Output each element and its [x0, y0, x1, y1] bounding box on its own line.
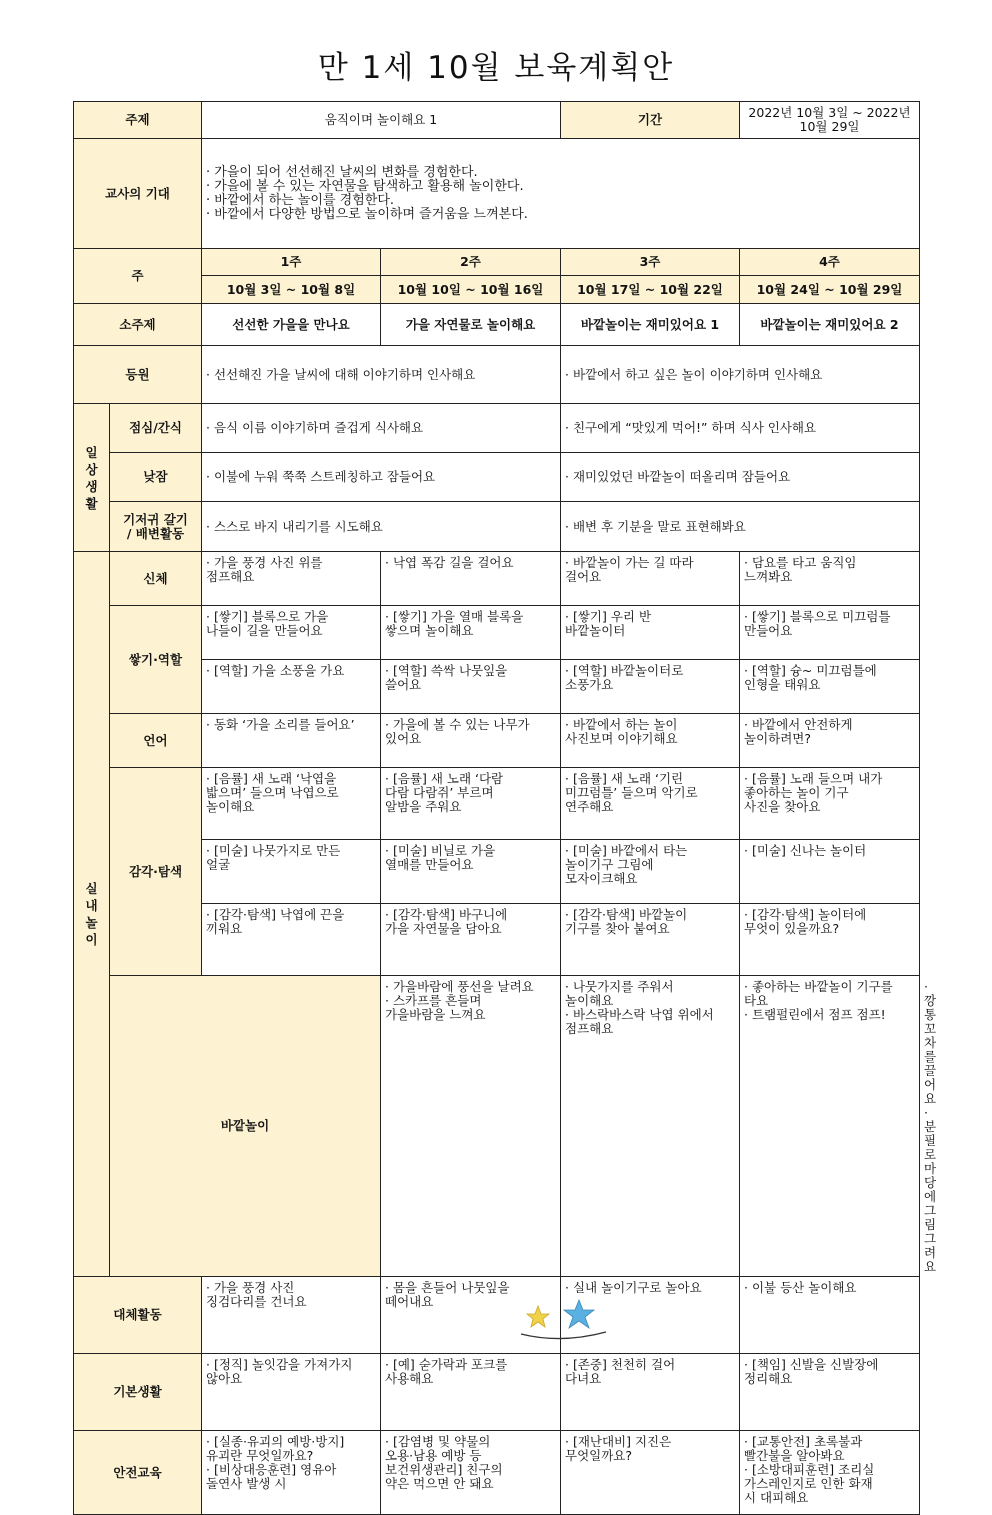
diaper-label: 기저귀 갈기 / 배변활동	[110, 502, 202, 552]
explore-cell: · [감각·탐색] 놀이터에 무엇이 있을까요?	[740, 904, 920, 976]
language-cell: · 바깥에서 하는 놀이 사진보며 이야기해요	[561, 714, 740, 768]
music-cell: · [음률] 새 노래 ‘낙엽을 밟으며’ 들으며 낙엽으로 놀이해요	[202, 768, 381, 840]
body-label: 신체	[110, 552, 202, 606]
music-cell: · [음률] 새 노래 ‘기린 미끄럼틀’ 들으며 악기로 연주해요	[561, 768, 740, 840]
block-role-label: 쌓기·역할	[110, 606, 202, 714]
week-dates: 10월 17일 ~ 10월 22일	[561, 276, 740, 304]
expectation-item: · 가을에 볼 수 있는 자연물을 탐색하고 활용해 놀이한다.	[206, 178, 524, 194]
meal-label: 점심/간식	[110, 404, 202, 453]
indoor-group-label: 실 내 놀 이	[74, 552, 110, 1277]
expectation-list	[202, 139, 920, 249]
outdoor-cell: · 나뭇가지를 주워서 놀이해요 · 바스락바스락 낙엽 위에서 점프해요	[561, 976, 740, 1277]
language-cell: · 바깥에서 안전하게 놀이하려면?	[740, 714, 920, 768]
nap-cell: · 재미있었던 바깥놀이 떠올리며 잠들어요	[561, 453, 920, 502]
nap-label: 낮잠	[110, 453, 202, 502]
music-cell: · [음률] 새 노래 ‘다람 다람 다람쥐’ 부르며 알밤을 주워요	[381, 768, 561, 840]
week-name: 2주	[381, 249, 561, 276]
alternative-cell: · 실내 놀이기구로 놀아요	[561, 1277, 740, 1354]
safety-cell: · [감염병 및 약물의 오용·남용 예방 등 보건위생관리] 친구의 약은 먹으면 안 돼요	[381, 1431, 561, 1515]
language-cell: · 가을에 볼 수 있는 나무가 있어요	[381, 714, 561, 768]
outdoor-cell: · 가을바람에 풍선을 날려요 · 스카프를 흔들며 가을바람을 느껴요	[381, 976, 561, 1277]
subtopic-value: 바깥놀이는 재미있어요 1	[561, 304, 740, 346]
body-cell: · 담요를 타고 움직임 느껴봐요	[740, 552, 920, 606]
subtopic-value: 가을 자연물로 놀이해요	[381, 304, 561, 346]
safety-cell: · [교통안전] 초록불과 빨간불을 알아봐요 · [소방대피훈련] 조리실 가스레인지로 인한 화재 시 대피해요	[740, 1431, 920, 1515]
week-name: 3주	[561, 249, 740, 276]
topic-label: 주제	[74, 102, 202, 139]
role-cell: · [역할] 슝~ 미끄럼틀에 인형을 태워요	[740, 660, 920, 714]
star-icon	[564, 1300, 594, 1328]
meal-cell: · 음식 이름 이야기하며 즐겁게 식사해요	[202, 404, 561, 453]
body-cell: · 가을 풍경 사진 위를 점프해요	[202, 552, 381, 606]
alternative-cell: · 가을 풍경 사진 징검다리를 건너요	[202, 1277, 381, 1354]
safety-label: 안전교육	[74, 1431, 202, 1515]
daily-group-label: 일 상 생 활	[74, 404, 110, 552]
subtopic-label: 소주제	[74, 304, 202, 346]
art-cell: · [미술] 신나는 놀이터	[740, 840, 920, 904]
alternative-label: 대체활동	[74, 1277, 202, 1354]
explore-cell: · [감각·탐색] 낙엽에 끈을 끼워요	[202, 904, 381, 976]
alternative-cell: · 몸을 흔들어 나뭇잎을 떼어내요	[381, 1277, 561, 1354]
week-name: 4주	[740, 249, 920, 276]
period-value: 2022년 10월 3일 ~ 2022년 10월 29일	[740, 102, 920, 139]
logo-graphic	[371, 1298, 621, 1348]
expectation-item: · 바깥에서 하는 놀이를 경험한다.	[206, 192, 395, 208]
logo-swoosh	[521, 1332, 606, 1339]
plan-table: 주제 움직이며 놀이해요 1 기간 2022년 10월 3일 ~ 2022년 10월 29일 교사의 기대 · 가을이 되어 선선해진 날씨의 변화를 경험한다. · 가을에 볼 수 있는 자연물을 탐색하고 활용해 놀이한다. · 바깥에서 하는 놀이를 경험한다. · 바깥에서 다양한 방법으로 놀이하며 즐거움을 느껴본다. 주 1주 2주 3주 4주 10월 3일 ~ 10월 8일 10월 10일 ~ 10월 16일 10월 17일 ~ 10월 22일 10월 24일 ~ 10월 29일 소주제 선선한 가을을 만나요 가을 자연물로 놀이해요 바깥놀이는 재미있어요 1 바깥놀이는 재미있어요 2 등원 · 선선해진 가을 날씨에 대해 이야기하며 인사해요 · 바깥에서 하고 싶은 놀이 이야기하며 인사해요 일 상 생 활 점심/간식 · 음식 이름 이야기하며 즐겁게 식사해요 · 친구에게 “맛있게 먹어!” 하며 식사 인사해요 낮잠 · 이불에 누워 쭉쭉 스트레칭하고 잠들어요 · 재미있었던 바깥놀이 떠올리며 잠들어요 기저귀 갈기 / 배변활동 · 스스로 바지 내리기를 시도해요 · 배변 후 기분을 말로 표현해봐요 실 내 놀 이 신체 · 가을 풍경 사진 위를 점프해요 · 낙엽 폭감 길을 걸어요 · 바깥놀이 가는 길 따라 걸어요 · 담요를 타고 움직임 느껴봐요 쌓기·역할 · [쌓기] 블록으로 가을 나들이 길을 만들어요 · [쌓기] 가을 열매 블록을 쌓으며 놀이해요 · [쌓기] 우리 반 바깥놀이터 · [쌓기] 블록으로 미끄럼틀 만들어요 · [역할] 가을 소풍을 가요 · [역할] 쓱싹 나뭇잎을 쓸어요 · [역할] 바깥놀이터로 소풍가요 · [역할] 슝~ 미끄럼틀에 인형을 태워요 언어 · 동화 ‘가을 소리를 들어요’ · 가을에 볼 수 있는 나무가 있어요 · 바깥에서 하는 놀이 사진보며 이야기해요 · 바깥에서 안전하게 놀이하려면? 감각·탐색 · [음률] 새 노래 ‘낙엽을 밟으며’ 들으며 낙엽으로 놀이해요 · [음률] 새 노래 ‘다람 다람 다람쥐’ 부르며 알밤을 주워요 · [음률] 새 노래 ‘기린 미끄럼틀’ 들으며 악기로 연주해요 · [음률] 노래 들으며 내가 좋아하는 놀이 기구 사진을 찾아요 · [미술] 나뭇가지로 만든 얼굴 · [미술] 비닐로 가을 열매를 만들어요 · [미술] 바깥에서 타는 놀이기구 그림에 모자이크해요 · [미술] 신나는 놀이터 · [감각·탐색] 낙엽에 끈을 끼워요 · [감각·탐색] 바구니에 가을 자연물을 담아요 · [감각·탐색] 바깥놀이 기구를 찾아 붙여요 · [감각·탐색] 놀이터에 무엇이 있을까요? 바깥놀이 · 가을바람에 풍선을 날려요 · 스카프를 흔들며 가을바람을 느껴요 · 나뭇가지를 주워서 놀이해요 · 바스락바스락 낙엽 위에서 점프해요 · 좋아하는 바깥놀이 기구를 타요 · 트램펄린에서 점프 점프! · 깡통 꼬차를 끌어요 · 분필로 마당에 그림 그려요 대체활동 · 가을 풍경 사진 징검다리를 건너요 · 몸을 흔들어 나뭇잎을 떼어내요 · 실내 놀이기구로 놀아요 · 이불 등산 놀이해요 기본생활 · [정직] 놀잇감을 가져가지 않아요 · [예] 숟가락과 포크를 사용해요 · [존중] 천천히 걸어 다녀요 · [책임] 신발을 신발장에 정리해요 안전교육 · [실종·유괴의 예방·방지] 유괴란 무엇일까요? · [비상대응훈련] 영유아 돌연사 발생 시 · [감염병 및 약물의 오용·남용 예방 등 보건위생관리] 친구의 약은 먹으면 안 돼요 · [재난대비] 지진은 무엇일까요? · [교통안전] 초록불과 빨간불을 알아봐요 · [소방대피훈련] 조리실 가스레인지로 인한 화재 시 대피해요	[73, 101, 920, 1515]
expectation-label: 교사의 기대	[74, 139, 202, 249]
star-icon	[527, 1306, 549, 1327]
role-cell: · [역할] 바깥놀이터로 소풍가요	[561, 660, 740, 714]
outdoor-label: 바깥놀이	[110, 976, 381, 1277]
block-cell: · [쌓기] 블록으로 가을 나들이 길을 만들어요	[202, 606, 381, 660]
basic-cell: · [정직] 놀잇감을 가져가지 않아요	[202, 1354, 381, 1431]
language-label: 언어	[110, 714, 202, 768]
meal-cell: · 친구에게 “맛있게 먹어!” 하며 식사 인사해요	[561, 404, 920, 453]
week-dates: 10월 24일 ~ 10월 29일	[740, 276, 920, 304]
explore-cell: · [감각·탐색] 바깥놀이 기구를 찾아 붙여요	[561, 904, 740, 976]
week-dates: 10월 10일 ~ 10월 16일	[381, 276, 561, 304]
basic-cell: · [책임] 신발을 신발장에 정리해요	[740, 1354, 920, 1431]
sense-label: 감각·탐색	[110, 768, 202, 976]
basic-cell: · [존중] 천천히 걸어 다녀요	[561, 1354, 740, 1431]
block-cell: · [쌓기] 블록으로 미끄럼틀 만들어요	[740, 606, 920, 660]
topic-value: 움직이며 놀이해요 1	[202, 102, 561, 139]
kindergarten-logo	[371, 1298, 621, 1348]
subtopic-value: 바깥놀이는 재미있어요 2	[740, 304, 920, 346]
nap-cell: · 이불에 누워 쭉쭉 스트레칭하고 잠들어요	[202, 453, 561, 502]
arrival-label: 등원	[74, 346, 202, 404]
explore-cell: · [감각·탐색] 바구니에 가을 자연물을 담아요	[381, 904, 561, 976]
role-cell: · [역할] 쓱싹 나뭇잎을 쓸어요	[381, 660, 561, 714]
block-cell: · [쌓기] 우리 반 바깥놀이터	[561, 606, 740, 660]
page-title: 만 1세 10월 보육계획안	[317, 50, 675, 86]
art-cell: · [미술] 나뭇가지로 만든 얼굴	[202, 840, 381, 904]
body-cell: · 낙엽 폭감 길을 걸어요	[381, 552, 561, 606]
outdoor-cell: · 좋아하는 바깥놀이 기구를 타요 · 트램펄린에서 점프 점프!	[740, 976, 920, 1277]
music-cell: · [음률] 노래 들으며 내가 좋아하는 놀이 기구 사진을 찾아요	[740, 768, 920, 840]
block-cell: · [쌓기] 가을 열매 블록을 쌓으며 놀이해요	[381, 606, 561, 660]
expectation-item: · 가을이 되어 선선해진 날씨의 변화를 경험한다.	[206, 164, 478, 180]
arrival-cell: · 선선해진 가을 날씨에 대해 이야기하며 인사해요	[202, 346, 561, 404]
expectation-item: · 바깥에서 다양한 방법으로 놀이하며 즐거움을 느껴본다.	[206, 206, 528, 222]
art-cell: · [미술] 바깥에서 타는 놀이기구 그림에 모자이크해요	[561, 840, 740, 904]
basic-cell: · [예] 숟가락과 포크를 사용해요	[381, 1354, 561, 1431]
basic-label: 기본생활	[74, 1354, 202, 1431]
period-label: 기간	[561, 102, 740, 139]
alternative-cell: · 이불 등산 놀이해요	[740, 1277, 920, 1354]
diaper-cell: · 배변 후 기분을 말로 표현해봐요	[561, 502, 920, 552]
subtopic-value: 선선한 가을을 만나요	[202, 304, 381, 346]
safety-cell: · [재난대비] 지진은 무엇일까요?	[561, 1431, 740, 1515]
weeks-label: 주	[74, 249, 202, 304]
role-cell: · [역할] 가을 소풍을 가요	[202, 660, 381, 714]
safety-cell: · [실종·유괴의 예방·방지] 유괴란 무엇일까요? · [비상대응훈련] 영유아 돌연사 발생 시	[202, 1431, 381, 1515]
body-cell: · 바깥놀이 가는 길 따라 걸어요	[561, 552, 740, 606]
week-dates: 10월 3일 ~ 10월 8일	[202, 276, 381, 304]
language-cell: · 동화 ‘가을 소리를 들어요’	[202, 714, 381, 768]
diaper-cell: · 스스로 바지 내리기를 시도해요	[202, 502, 561, 552]
week-name: 1주	[202, 249, 381, 276]
arrival-cell: · 바깥에서 하고 싶은 놀이 이야기하며 인사해요	[561, 346, 920, 404]
art-cell: · [미술] 비닐로 가을 열매를 만들어요	[381, 840, 561, 904]
